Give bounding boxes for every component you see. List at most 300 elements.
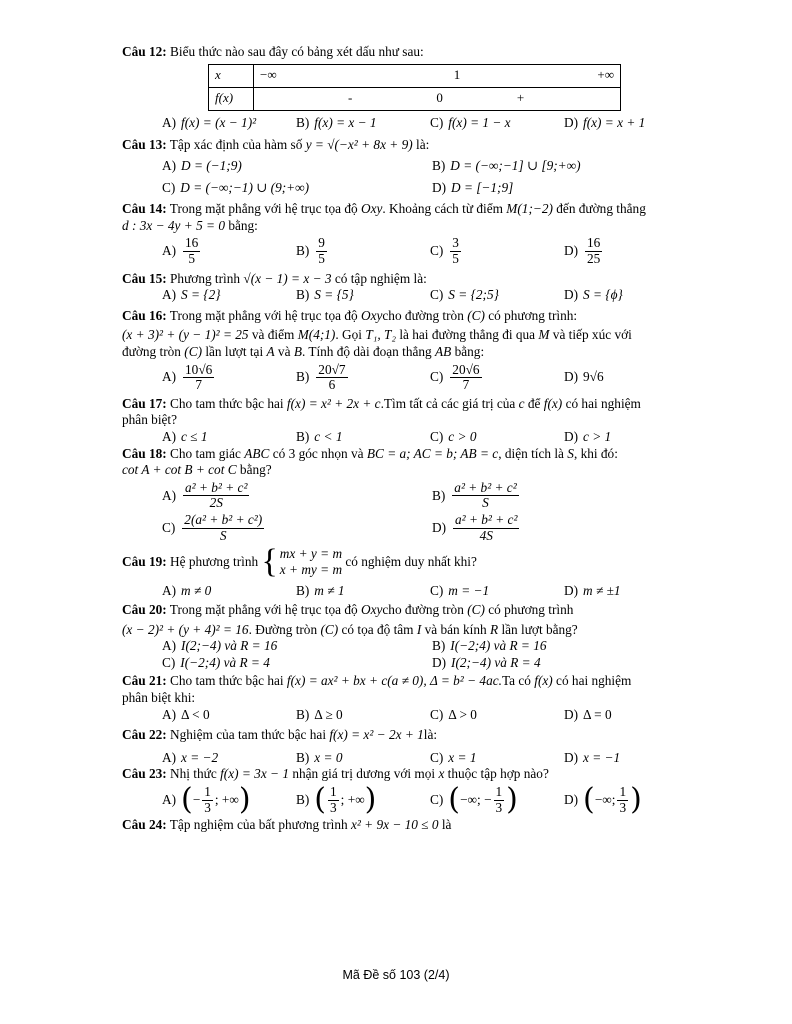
option-text: Δ < 0 [181, 706, 210, 722]
q-text: . Tính độ dài đoạn thẳng [301, 343, 432, 359]
option-d[interactable] [564, 236, 698, 266]
denominator: 7 [195, 377, 202, 393]
q-text: và bán kính [424, 621, 487, 637]
denominator: S [482, 495, 489, 511]
option-text: D = (−∞;−1] ∪ [9;+∞) [450, 157, 581, 173]
q-expr: f(x) [534, 673, 553, 689]
fraction [183, 481, 249, 511]
option-d[interactable] [564, 115, 698, 132]
q-text: bằng: [228, 217, 258, 233]
q-text: , diện tích là [498, 445, 564, 461]
option-c[interactable] [430, 583, 564, 600]
q-text: là: [423, 727, 438, 743]
q-expr: M(4;1) [297, 327, 336, 343]
option-text: Δ ≥ 0 [314, 706, 343, 722]
numerator: 9 [318, 235, 325, 251]
option-text: c < 1 [314, 429, 343, 445]
q-text: đến đường thẳng [556, 201, 646, 217]
numerator: 20√7 [318, 361, 346, 377]
right-paren-icon: ) [630, 782, 642, 818]
q-text: và điểm [251, 327, 295, 343]
numerator: 16 [185, 235, 199, 251]
fraction [316, 236, 327, 266]
q-label: Câu 23: [122, 766, 167, 782]
option-label: A) [162, 287, 177, 303]
option-d[interactable] [564, 287, 698, 304]
option-label: B) [296, 243, 310, 259]
sign-table-value: + [516, 90, 525, 106]
q-text: thuộc tập hợp nào? [447, 766, 549, 782]
question-17 [122, 396, 707, 446]
q-expr: √(x − 1) = x − 3 [243, 270, 332, 286]
option-label: B) [432, 487, 446, 503]
equation-line: mx + y = m [279, 545, 343, 561]
option-label: C) [430, 369, 444, 385]
option-text: I(−2;4) và R = 4 [180, 654, 270, 670]
sign-table-value: +∞ [597, 67, 614, 83]
numerator: a² + b² + c² [455, 512, 518, 528]
option-text: f(x) = x − 1 [314, 114, 377, 130]
q-label: Câu 24: [122, 817, 167, 833]
sign-table-cell: f(x) [209, 87, 254, 110]
q-expr: Oxy [361, 307, 383, 323]
numerator: 1 [330, 784, 337, 800]
option-a[interactable] [162, 363, 296, 393]
option-c[interactable] [430, 429, 564, 446]
q-text: là hai đường thẳng đi qua [399, 327, 536, 343]
q-expr: (x + 3)² + (y − 1)² = 25 [122, 327, 249, 343]
fraction [183, 363, 214, 393]
option-text: D = (−∞;−1) ∪ (9;+∞) [180, 180, 310, 196]
option-c[interactable] [162, 655, 432, 672]
fraction [585, 236, 602, 266]
option-a[interactable] [162, 750, 296, 767]
option-label: A) [162, 583, 177, 599]
left-paren-icon: ( [583, 782, 595, 818]
denominator: 3 [619, 799, 627, 815]
q-expr: f(x) = ax² + bx + c(a ≠ 0), Δ = b² − 4ac. [286, 673, 502, 689]
option-a[interactable] [162, 158, 432, 175]
q-label: Câu 15: [122, 270, 167, 286]
left-paren-icon: ( [181, 782, 193, 818]
fraction [617, 785, 628, 815]
option-text: I(−2;4) và R = 16 [450, 638, 547, 654]
q-expr: ABC [244, 445, 270, 461]
q-text: Nghiệm của tam thức bậc hai [170, 727, 327, 743]
q-expr: f(x) [543, 395, 563, 411]
numerator: a² + b² + c² [454, 479, 517, 495]
question-24 [122, 817, 707, 834]
option-a[interactable] [162, 429, 296, 446]
q-label: Câu 12: [122, 44, 167, 59]
option-c[interactable] [430, 363, 564, 393]
sign-table-cell [254, 87, 621, 110]
option-text: m ≠ 0 [181, 583, 212, 599]
option-d[interactable] [432, 513, 702, 543]
option-label: A) [162, 369, 177, 385]
option-b[interactable] [432, 481, 702, 511]
sign-table-value: 0 [436, 90, 443, 106]
q-expr: A [266, 343, 275, 359]
denominator: 3 [495, 799, 503, 815]
q-text: có phương trình: [488, 307, 578, 323]
q-text: . Khoảng cách từ điểm [382, 201, 503, 217]
question-23 [122, 766, 707, 818]
q-text: và [277, 343, 291, 359]
q-text: phân biệt? [122, 412, 178, 428]
q-text: và tiếp xúc với [552, 327, 632, 343]
numerator: 2(a² + b² + c²) [184, 512, 263, 528]
option-text: D = (−1;9) [181, 157, 242, 173]
q-expr: M [538, 327, 550, 343]
option-label: A) [162, 487, 177, 503]
denominator: 5 [318, 250, 325, 266]
q-label: Câu 14: [122, 201, 167, 217]
sign-table [208, 64, 621, 111]
numerator: 1 [204, 784, 211, 800]
option-label: A) [162, 749, 177, 765]
option-b[interactable] [296, 115, 430, 132]
option-label: C) [430, 114, 444, 130]
option-label: D) [432, 654, 447, 670]
q-expr: f(x) = x² + 2x + c [286, 395, 381, 411]
option-label: A) [162, 429, 177, 445]
option-b[interactable] [432, 638, 702, 655]
option-label: D) [564, 749, 579, 765]
option-c[interactable] [430, 287, 564, 304]
option-d[interactable] [564, 707, 698, 724]
q-text: Hệ phương trình [170, 554, 259, 570]
q-expr: c [518, 395, 525, 411]
q-expr: AB [435, 343, 452, 359]
option-label: C) [430, 749, 444, 765]
option-label: C) [430, 287, 444, 303]
q-text: Ta có [501, 673, 531, 689]
q-text: Cho tam thức bậc hai [170, 395, 284, 411]
q-text: Tập xác định của hàm số [169, 137, 303, 153]
q-label: Câu 21: [122, 673, 167, 689]
q-text: Trong mặt phẳng với hệ trục tọa độ [169, 201, 358, 217]
fraction [450, 363, 481, 393]
option-b[interactable] [432, 158, 702, 175]
option-b[interactable] [296, 236, 430, 266]
q-text: có phương trình [488, 601, 574, 617]
fraction [450, 236, 461, 266]
option-d[interactable] [564, 429, 698, 446]
option-c[interactable] [430, 236, 564, 266]
option-label: C) [430, 429, 444, 445]
q-expr: f(x) = x² − 2x + 1 [329, 727, 424, 743]
page-footer: Mã Đề số 103 (2/4) [342, 968, 450, 982]
q-text: Trong mặt phẳng với hệ trục tọa độ [169, 307, 358, 323]
interval-text: − [192, 791, 201, 807]
q-text: có nghiệm duy nhất khi? [345, 554, 477, 570]
q-expr: M(1;−2) [506, 201, 553, 217]
option-label: B) [296, 749, 310, 765]
q-expr: (C) [320, 621, 339, 637]
option-label: D) [432, 180, 447, 196]
q-text: bằng: [454, 343, 485, 359]
denominator: 25 [587, 250, 601, 266]
option-label: D) [564, 791, 579, 807]
numerator: 16 [587, 235, 601, 251]
denominator: 3 [204, 799, 211, 815]
q-text: Phương trình [170, 270, 241, 286]
option-text: m ≠ 1 [314, 583, 345, 599]
q-expr: Oxy [361, 201, 383, 217]
equation-line: x + my = m [279, 562, 343, 578]
option-a[interactable] [162, 707, 296, 724]
option-text: I(2;−4) và R = 16 [181, 638, 278, 654]
option-label: B) [296, 583, 310, 599]
q-label: Câu 18: [122, 445, 167, 461]
option-a[interactable] [162, 236, 296, 266]
option-c[interactable] [162, 180, 432, 197]
sign-table-value: 1 [453, 67, 461, 83]
denominator: 7 [462, 377, 470, 393]
option-a[interactable] [162, 782, 296, 818]
interval-text: ; +∞ [340, 791, 365, 807]
option-c[interactable] [430, 782, 564, 818]
q-expr: (C) [467, 307, 485, 323]
option-label: C) [430, 243, 444, 259]
q-expr: f(x) = 3x − 1 [220, 766, 289, 782]
question-18 [122, 446, 707, 544]
option-d[interactable] [564, 369, 698, 386]
option-text: D = [−1;9] [451, 180, 514, 196]
option-text: S = {5} [314, 287, 354, 303]
option-text: Δ > 0 [448, 706, 477, 722]
q-text: Tập nghiệm của bất phương trình [169, 817, 348, 833]
fraction [183, 236, 200, 266]
option-b[interactable] [296, 429, 430, 446]
q-expr: BC = a; AC = b; AB = c [366, 445, 499, 461]
option-label: B) [296, 287, 310, 303]
q-expr: B [293, 343, 302, 359]
q-text: .Tìm tất cả các giá trị của [380, 395, 516, 411]
fraction [328, 785, 339, 815]
left-paren-icon: ( [448, 782, 461, 818]
equation-system [261, 545, 342, 579]
q-text: . Đường tròn [248, 621, 318, 637]
q-expr: T₁, T₂ [365, 327, 396, 343]
option-label: D) [564, 114, 579, 130]
option-label: A) [162, 114, 177, 130]
q-expr: I [416, 621, 422, 637]
fraction [316, 363, 347, 393]
option-a[interactable] [162, 287, 296, 304]
denominator: 5 [452, 250, 459, 266]
option-c[interactable] [430, 115, 564, 132]
numerator: 10√6 [185, 361, 213, 377]
option-text: f(x) = x + 1 [583, 114, 646, 130]
option-a[interactable] [162, 638, 432, 655]
option-label: D) [564, 287, 579, 303]
question-16 [122, 308, 707, 393]
option-d[interactable] [432, 655, 702, 672]
exam-page [122, 44, 707, 834]
option-label: C) [162, 519, 176, 535]
option-b[interactable] [296, 782, 430, 818]
q-text: Biểu thức nào sau đây có bảng xét dấu như sau: [170, 44, 424, 59]
option-text: x = −2 [181, 749, 219, 765]
q-text: phân biệt khi: [122, 690, 196, 706]
left-paren-icon: ( [314, 782, 327, 818]
q-expr: y = √(−x² + 8x + 9) [305, 137, 413, 153]
option-c[interactable] [430, 750, 564, 767]
option-label: D) [564, 369, 579, 385]
fraction [182, 513, 264, 543]
sign-table-value: - [348, 90, 353, 106]
q-expr: cot A + cot B + cot C [122, 462, 237, 478]
q-text: cho đường tròn [382, 307, 464, 323]
option-label: C) [162, 180, 176, 196]
question-21 [122, 673, 707, 723]
fraction [453, 513, 519, 543]
q-text: có tọa độ tâm [341, 621, 414, 637]
sign-table-cell: x [209, 64, 254, 87]
denominator: S [219, 527, 227, 543]
option-a[interactable] [162, 115, 296, 132]
option-label: A) [162, 791, 177, 807]
numerator: 20√6 [452, 361, 480, 377]
option-label: C) [430, 791, 444, 807]
option-text: S = {2;5} [448, 287, 499, 303]
option-label: A) [162, 243, 177, 259]
q-text: có hai nghiệm [556, 673, 632, 689]
option-text: m = −1 [448, 583, 490, 599]
numerator: a² + b² + c² [185, 479, 248, 495]
option-label: C) [162, 654, 176, 670]
question-20 [122, 602, 707, 671]
q-text: Cho tam giác [170, 445, 241, 461]
option-text: c ≤ 1 [181, 429, 208, 445]
q-expr: R [489, 621, 499, 637]
question-19 [122, 545, 707, 600]
q-text: nhận giá trị dương với mọi [292, 766, 436, 782]
q-text: Trong mặt phẳng với hệ trục tọa độ [169, 601, 358, 617]
option-text: f(x) = (x − 1)² [181, 114, 257, 130]
q-text: có hai nghiệm [565, 395, 641, 411]
q-text: có 3 góc nhọn và [272, 445, 364, 461]
option-text: f(x) = 1 − x [448, 114, 511, 130]
option-label: B) [296, 706, 310, 722]
option-text: x = 0 [314, 749, 343, 765]
option-d[interactable] [564, 583, 698, 600]
option-d[interactable] [432, 180, 702, 197]
option-text: I(2;−4) và R = 4 [451, 654, 541, 670]
option-c[interactable] [430, 707, 564, 724]
option-label: B) [296, 791, 310, 807]
option-a[interactable] [162, 481, 432, 511]
option-text: x = 1 [448, 749, 477, 765]
option-label: C) [430, 706, 444, 722]
option-label: B) [296, 369, 310, 385]
q-expr: Oxy [361, 601, 383, 617]
option-label: D) [432, 519, 447, 535]
q-label: Câu 17: [122, 395, 167, 411]
denominator: 4S [479, 527, 493, 543]
right-paren-icon: ) [506, 782, 518, 818]
q-text: , khi đó: [573, 445, 618, 461]
q-expr: (C) [467, 601, 485, 617]
fraction [452, 481, 518, 511]
option-label: B) [432, 638, 446, 654]
q-text: là [441, 817, 452, 833]
q-label: Câu 20: [122, 601, 167, 617]
option-label: B) [296, 429, 310, 445]
numerator: 1 [495, 784, 503, 800]
question-22 [122, 727, 707, 766]
option-label: B) [432, 157, 446, 173]
numerator: 1 [619, 784, 627, 800]
q-label: Câu 22: [122, 727, 167, 743]
option-label: D) [564, 429, 579, 445]
interval-text: −∞; − [460, 791, 492, 807]
q-text: lần lượt bằng? [501, 621, 578, 637]
question-15 [122, 271, 707, 304]
option-b[interactable] [296, 363, 430, 393]
option-label: A) [162, 706, 177, 722]
option-b[interactable] [296, 750, 430, 767]
question-13 [122, 137, 707, 197]
option-text: Δ = 0 [583, 706, 612, 722]
option-b[interactable] [296, 583, 430, 600]
sign-table-cell [254, 64, 621, 87]
fraction [202, 785, 213, 815]
q-expr: d : 3x − 4y + 5 = 0 [122, 217, 225, 233]
denominator: 5 [188, 250, 195, 266]
q-text: là: [416, 137, 430, 153]
option-label: C) [430, 583, 444, 599]
q-text: Nhị thức [170, 766, 217, 782]
brace-icon: { [261, 543, 278, 581]
option-text: c > 0 [448, 429, 477, 445]
option-label: B) [296, 114, 310, 130]
right-paren-icon: ) [238, 782, 251, 818]
q-text: lần lượt tại [205, 343, 264, 359]
option-b[interactable] [296, 287, 430, 304]
option-c[interactable] [162, 513, 432, 543]
q-expr: S [567, 445, 574, 461]
q-text: đường tròn [122, 343, 181, 359]
q-expr: (C) [184, 343, 202, 359]
numerator: 3 [452, 235, 459, 251]
question-14 [122, 201, 707, 266]
interval-text: ; +∞ [214, 791, 239, 807]
option-label: D) [564, 706, 579, 722]
option-a[interactable] [162, 583, 296, 600]
fraction [494, 785, 505, 815]
q-label: Câu 19: [122, 554, 167, 570]
option-b[interactable] [296, 707, 430, 724]
q-text: có tập nghiệm là: [334, 270, 427, 286]
option-d[interactable] [564, 782, 698, 818]
option-text: S = {ϕ} [583, 287, 623, 303]
interval-text: −∞; [594, 791, 616, 807]
q-text: Cho tam thức bậc hai [170, 673, 284, 689]
option-text: 9√6 [583, 369, 604, 385]
option-label: A) [162, 638, 177, 654]
option-label: D) [564, 243, 579, 259]
option-text: S = {2} [181, 287, 221, 303]
option-d[interactable] [564, 750, 698, 767]
q-label: Câu 13: [122, 137, 167, 153]
q-text: để [527, 395, 541, 411]
option-text: x = −1 [583, 749, 621, 765]
q-expr: (x − 2)² + (y + 4)² = 16 [122, 621, 249, 637]
q-text: bằng? [239, 462, 272, 478]
